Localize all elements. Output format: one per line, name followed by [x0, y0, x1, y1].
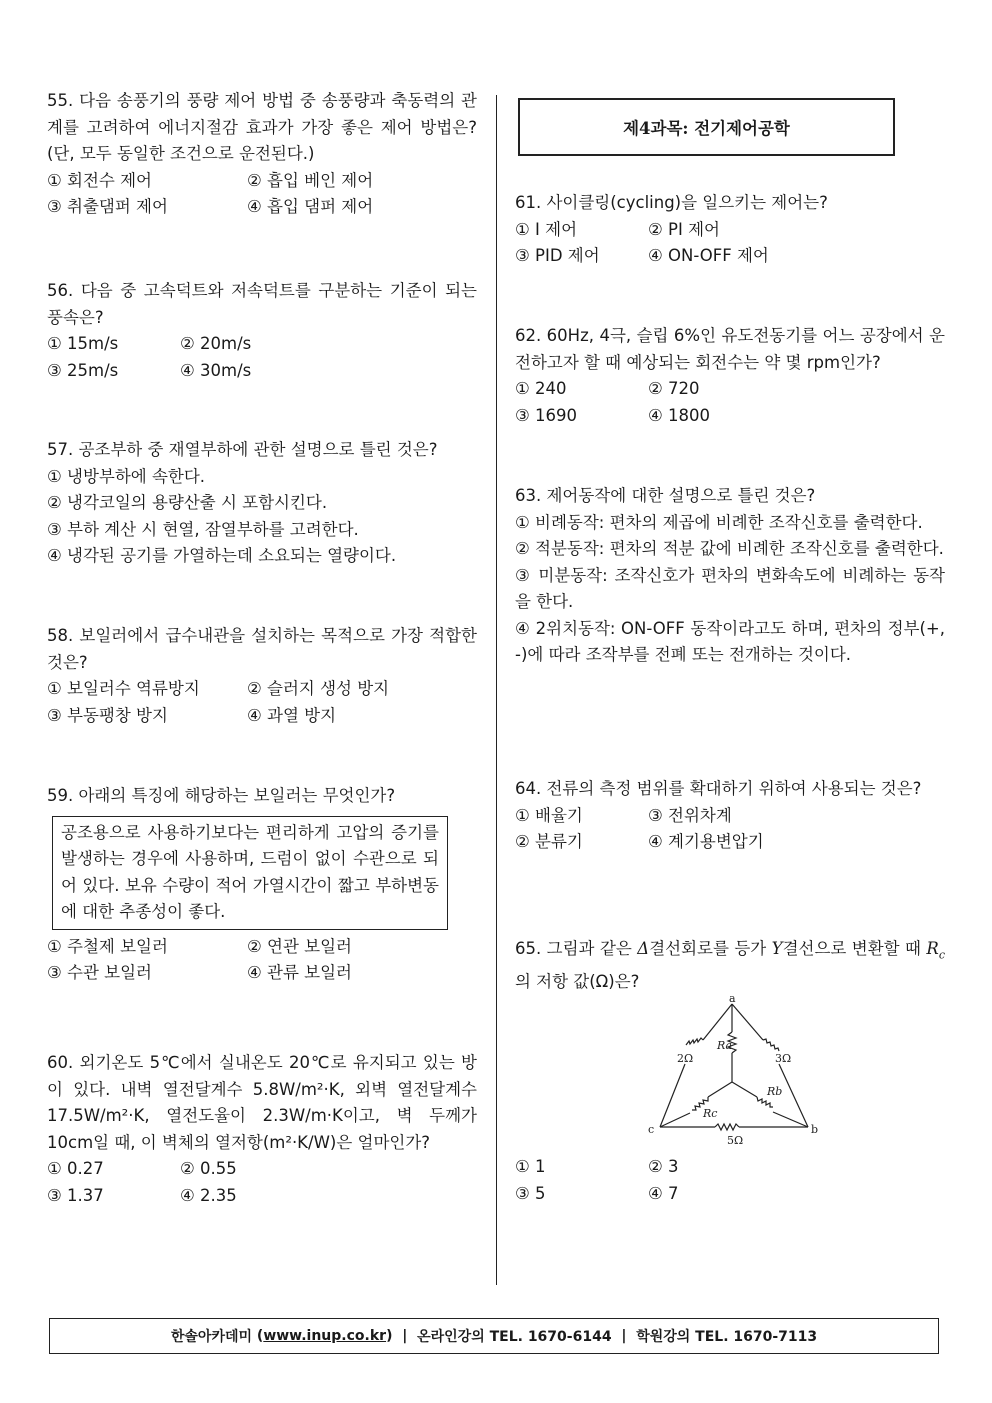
option-4[interactable]: ④ 2.35 — [180, 1185, 237, 1205]
question-63 — [515, 483, 945, 669]
resistor-rb-label: Rb — [767, 1085, 783, 1098]
footer-academy-phone: 학원강의 TEL. 1670-7113 — [636, 1329, 818, 1345]
option-4[interactable]: ④ 냉각된 공기를 가열하는데 소요되는 열량이다. — [47, 546, 397, 565]
option-1[interactable]: ① 0.27 — [47, 1159, 104, 1178]
question-stem: 55. 다음 송풍기의 풍량 제어 방법 중 송풍량과 축동력의 관계를 고려하여 에너지절감 효과가 가장 좋은 제어 방법은? (단, 모두 동일한 조건으로 운전된다.) — [47, 91, 477, 163]
option-2[interactable]: ② 적분동작: 편차의 적분 값에 비례한 조작신호를 출력한다. — [515, 539, 944, 558]
stem-part: 결선으로 변환할 때 — [782, 939, 927, 958]
resistor-ab-label: 3Ω — [775, 1052, 792, 1065]
stem-part: 의 저항 값(Ω)은? — [515, 971, 640, 991]
option-4[interactable]: ④ 30m/s — [180, 360, 252, 380]
footer-bar: 한솔아카데미 ( www.inup.co.kr ) | 온라인강의 TEL. 1670-6144 | 학원강의 TEL. 1670-7113 — [49, 1318, 939, 1354]
resistor-ra-label: Ra — [717, 1039, 733, 1052]
option-1[interactable]: ① 주철제 보일러 — [47, 936, 168, 956]
option-2[interactable]: ② 흡입 베인 제어 — [247, 170, 374, 190]
question-60 — [47, 1050, 477, 1209]
option-2[interactable]: ② 3 — [648, 1157, 679, 1176]
option-1[interactable]: ① 15m/s — [47, 334, 119, 353]
y-symbol: Y — [771, 939, 783, 958]
option-3[interactable]: ③ 5 — [515, 1183, 546, 1203]
option-3[interactable]: ③ 1.37 — [47, 1185, 104, 1205]
option-2[interactable]: ② 슬러지 생성 방지 — [247, 679, 390, 698]
option-4[interactable]: ④ 1800 — [648, 405, 711, 425]
question-stem: 63. 제어동작에 대한 설명으로 틀린 것은? — [515, 486, 816, 505]
option-1[interactable]: ① 회전수 제어 — [47, 170, 152, 190]
question-stem: 60. 외기온도 5℃에서 실내온도 20℃로 유지되고 있는 방이 있다. 내벽 열전달계수 5.8W/m²·K, 외벽 열전달계수 17.5W/m²·K, 열전도율이 2.3W/m·K이고, 벽 두께가 10cm일 때, 이 벽체의 열저항(m²·K/W)은 얼마인가? — [47, 1053, 477, 1152]
node-a-label: a — [729, 996, 736, 1005]
r-subscript: c — [938, 948, 946, 962]
r-symbol: R — [926, 939, 939, 958]
question-61 — [515, 190, 945, 270]
option-3[interactable]: ③ 취출댐퍼 제어 — [47, 197, 168, 216]
question-55 — [47, 88, 477, 221]
question-65 — [515, 936, 945, 1216]
option-2[interactable]: ② 냉각코일의 용량산출 시 포함시킨다. — [47, 493, 328, 512]
option-3[interactable]: ③ 수관 보일러 — [47, 963, 152, 982]
resistor-cb-label: 5Ω — [727, 1134, 744, 1146]
option-2[interactable]: ② 20m/s — [180, 334, 252, 353]
option-2[interactable]: ② 연관 보일러 — [247, 936, 352, 956]
subject-title: 제4과목: 전기제어공학 — [623, 119, 790, 138]
feature-box: 공조용으로 사용하기보다는 편리하게 고압의 증기를 발생하는 경우에 사용하며, 드럼이 없이 수관으로 되어 있다. 보유 수량이 적어 가열시간이 짧고 부하변동에 대한 추종성이 좋다. — [52, 816, 448, 930]
option-4[interactable]: ④ 관류 보일러 — [247, 963, 352, 982]
option-3[interactable]: ③ 1690 — [515, 405, 578, 425]
option-1[interactable]: ① 냉방부하에 속한다. — [47, 466, 206, 486]
option-2[interactable]: ② 0.55 — [180, 1159, 237, 1178]
option-3[interactable]: ③ 25m/s — [47, 360, 119, 380]
option-1[interactable]: ① 240 — [515, 379, 567, 398]
option-1[interactable]: ① I 제어 — [515, 219, 578, 239]
footer-url-link[interactable]: www.inup.co.kr — [263, 1328, 387, 1344]
question-stem: 59. 아래의 특징에 해당하는 보일러는 무엇인가? — [47, 786, 396, 805]
footer-separator: | — [621, 1328, 627, 1344]
question-64 — [515, 776, 945, 856]
option-4[interactable]: ④ 계기용변압기 — [648, 832, 764, 851]
stem-part: 결선회로를 등가 — [649, 939, 772, 958]
option-4[interactable]: ④ 7 — [648, 1183, 679, 1203]
option-2[interactable]: ② 분류기 — [515, 832, 583, 851]
node-b-label: b — [811, 1123, 819, 1136]
subject-title-box — [518, 98, 895, 156]
option-2[interactable]: ② PI 제어 — [648, 219, 720, 239]
footer-separator: | — [402, 1328, 408, 1344]
option-1[interactable]: ① 보일러수 역류방지 — [47, 679, 200, 698]
delta-y-circuit-diagram — [645, 996, 820, 1146]
resistor-ac-label: 2Ω — [677, 1052, 694, 1065]
delta-symbol: Δ — [637, 939, 650, 958]
option-4[interactable]: ④ 2위치동작: ON-OFF 동작이라고도 하며, 편차의 정부(+, -)에 따라 조작부를 전폐 또는 전개하는 것이다. — [515, 618, 945, 664]
option-3[interactable]: ③ 부하 계산 시 현열, 잠열부하를 고려한다. — [47, 519, 359, 539]
question-56 — [47, 278, 477, 384]
column-divider — [496, 95, 497, 1285]
option-3[interactable]: ③ 미분동작: 조작신호가 편차의 변화속도에 비례하는 동작을 한다. — [515, 565, 945, 611]
option-3[interactable]: ③ 전위차계 — [648, 805, 732, 825]
question-stem: 58. 보일러에서 급수내관을 설치하는 목적으로 가장 적합한 것은? — [47, 626, 477, 672]
option-2[interactable]: ② 720 — [648, 379, 700, 398]
option-3[interactable]: ③ PID 제어 — [515, 246, 600, 265]
resistor-rc-label: Rc — [703, 1107, 718, 1120]
option-4[interactable]: ④ 흡입 댐퍼 제어 — [247, 197, 374, 216]
option-3[interactable]: ③ 부동팽창 방지 — [47, 705, 168, 725]
question-stem: 56. 다음 중 고속덕트와 저속덕트를 구분하는 기준이 되는 풍속은? — [47, 281, 477, 327]
option-1[interactable]: ① 비례동작: 편차의 제곱에 비례한 조작신호를 출력한다. — [515, 512, 923, 532]
question-57 — [47, 437, 477, 570]
option-1[interactable]: ① 배율기 — [515, 805, 583, 825]
option-1[interactable]: ① 1 — [515, 1157, 546, 1176]
node-c-label: c — [648, 1123, 655, 1136]
stem-part: 65. 그림과 같은 — [515, 939, 638, 958]
footer-online-phone: 온라인강의 TEL. 1670-6144 — [417, 1329, 612, 1345]
question-stem — [515, 936, 945, 995]
question-stem: 62. 60Hz, 4극, 슬립 6%인 유도전동기를 어느 공장에서 운전하고자 할 때 예상되는 회전수는 약 몇 rpm인가? — [515, 326, 945, 372]
question-59 — [47, 783, 477, 987]
question-58 — [47, 623, 477, 729]
question-62 — [515, 323, 945, 429]
question-stem: 57. 공조부하 중 재열부하에 관한 설명으로 틀린 것은? — [47, 440, 438, 459]
question-stem: 64. 전류의 측정 범위를 확대하기 위하여 사용되는 것은? — [515, 779, 922, 798]
option-4[interactable]: ④ 과열 방지 — [247, 705, 337, 725]
option-4[interactable]: ④ ON-OFF 제어 — [648, 246, 769, 265]
question-stem: 61. 사이클링(cycling)을 일으키는 제어는? — [515, 193, 828, 212]
footer-brand: 한솔아카데미 — [170, 1329, 253, 1345]
